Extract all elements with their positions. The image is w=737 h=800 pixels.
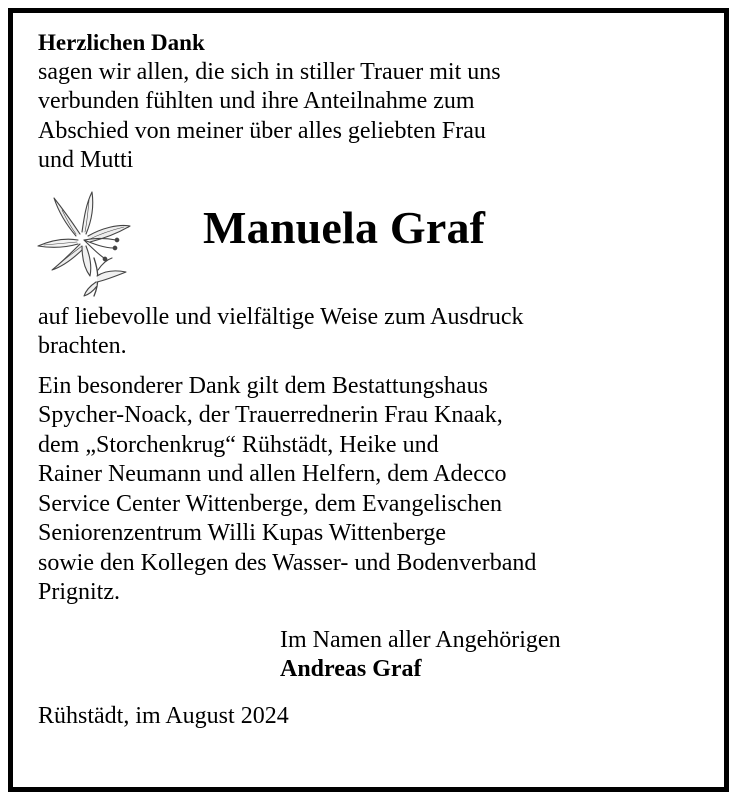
signature-intro: Im Namen aller Angehörigen bbox=[280, 626, 561, 653]
after-name-paragraph bbox=[38, 303, 717, 362]
after-name-line: brachten. bbox=[38, 333, 127, 359]
thanks-line: Spycher-Noack, der Trauerrednerin Frau Knaak, bbox=[38, 402, 503, 428]
signature-block bbox=[38, 626, 717, 685]
intro-line: Abschied von meiner über alles geliebten Frau bbox=[38, 117, 486, 144]
after-name-line: auf liebevolle und vielfältige Weise zum Ausdruck bbox=[38, 303, 524, 330]
thanks-line: Service Center Wittenberge, dem Evangelischen bbox=[38, 490, 502, 517]
intro-line: sagen wir allen, die sich in stiller Trauer mit uns bbox=[38, 58, 501, 85]
place-date: Rühstädt, im August 2024 bbox=[38, 702, 289, 729]
notice-content bbox=[38, 28, 717, 731]
thanks-line: dem „Storchenkrug“ Rühstädt, Heike und bbox=[38, 431, 439, 458]
intro-paragraph bbox=[38, 58, 717, 176]
thanks-line: Seniorenzentrum Willi Kupas Wittenberge bbox=[38, 520, 446, 546]
thanks-line: sowie den Kollegen des Wasser- und Bodenverband bbox=[38, 549, 537, 576]
intro-line: verbunden fühlten und ihre Anteilnahme zum bbox=[38, 88, 475, 114]
thanks-line: Prignitz. bbox=[38, 579, 120, 605]
notice-heading: Herzlichen Dank bbox=[38, 30, 205, 55]
deceased-name: Manuela Graf bbox=[203, 201, 486, 253]
thanks-line: Ein besonderer Dank gilt dem Bestattungshaus bbox=[38, 372, 488, 399]
signature-name: Andreas Graf bbox=[280, 656, 422, 682]
thanks-paragraph bbox=[38, 372, 717, 608]
name-row bbox=[38, 190, 717, 303]
thanks-line: Rainer Neumann und allen Helfern, dem Adecco bbox=[38, 461, 507, 487]
intro-line: und Mutti bbox=[38, 147, 134, 173]
lily-flower-icon bbox=[32, 186, 142, 298]
